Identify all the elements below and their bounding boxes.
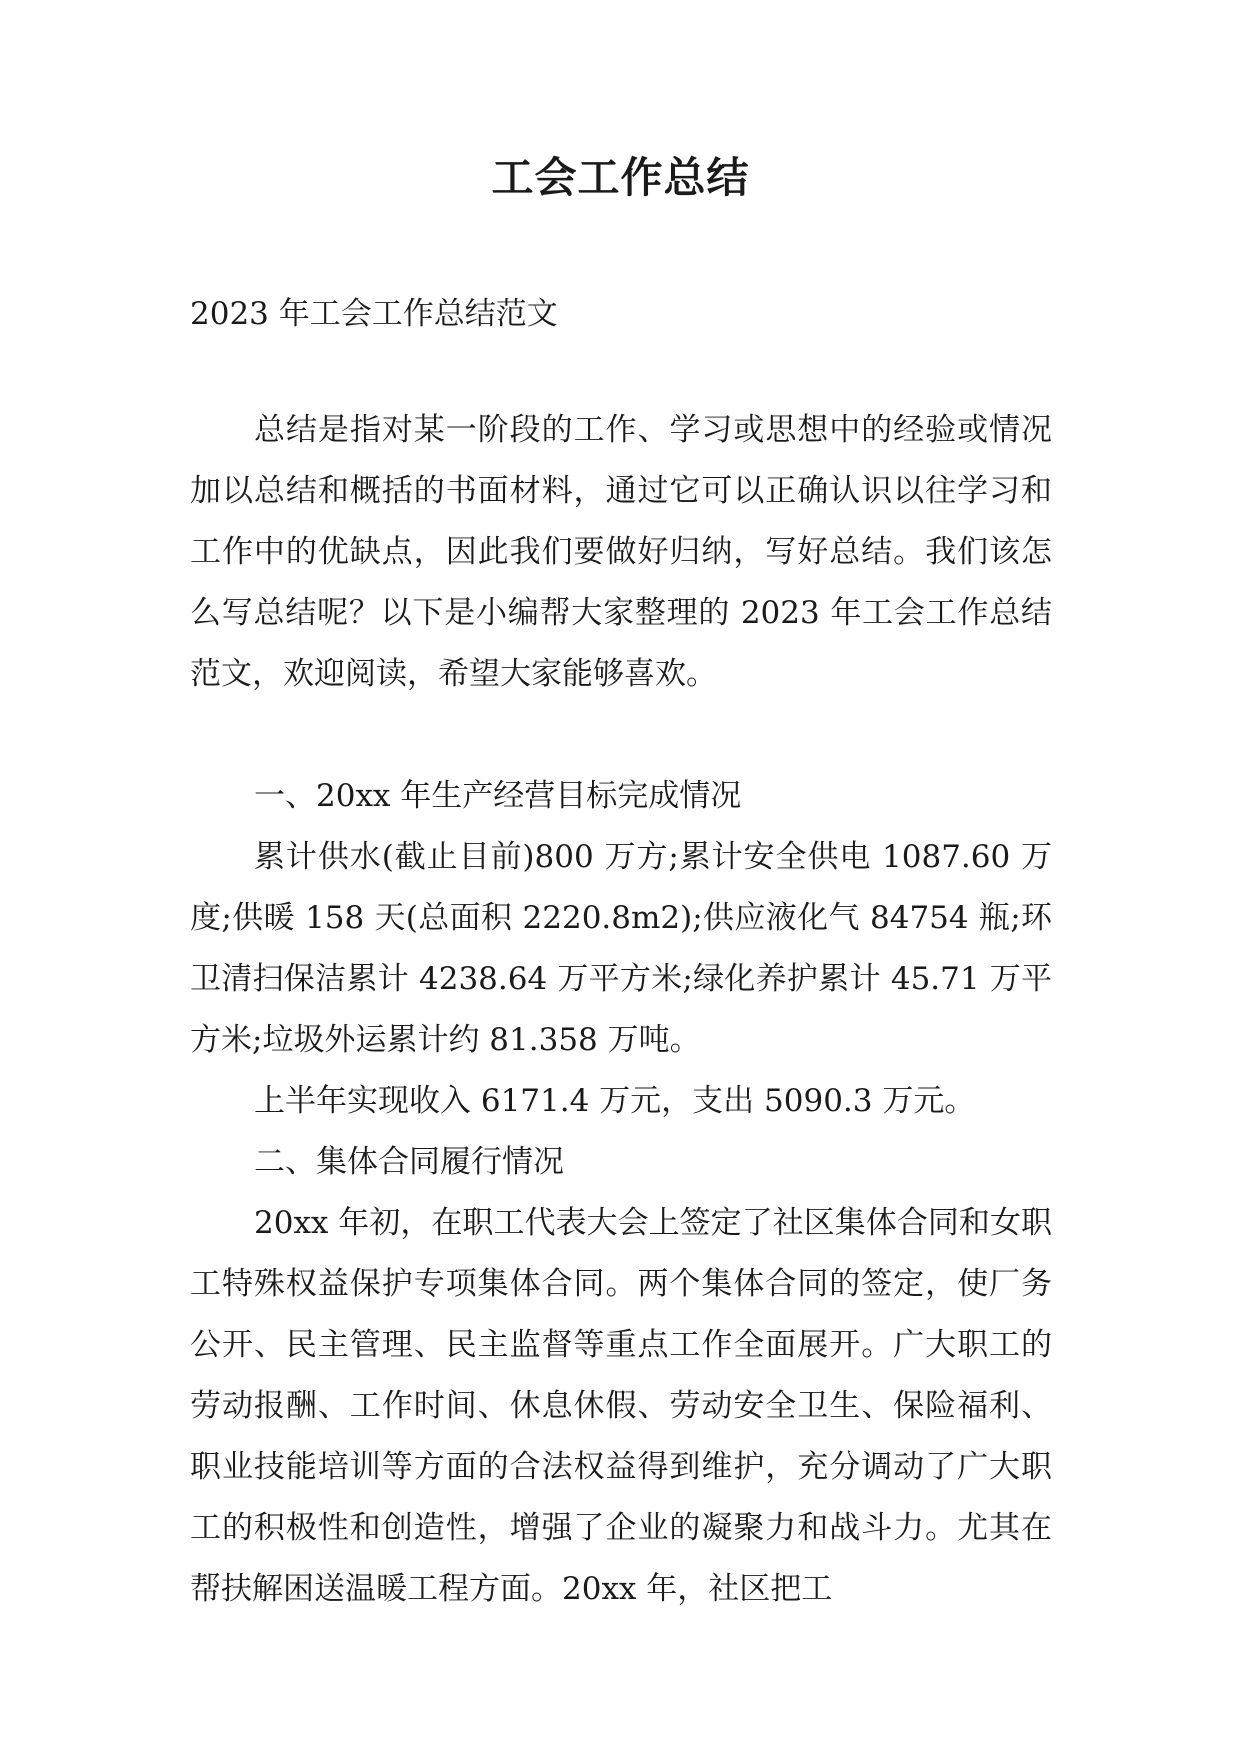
section-heading-1: 一、20xx 年生产经营目标完成情况 bbox=[254, 778, 742, 814]
document-subtitle: 2023 年工会工作总结范文 bbox=[190, 296, 558, 332]
income-paragraph: 上半年实现收入 6171.4 万元，支出 5090.3 万元。 bbox=[254, 1083, 976, 1119]
document-body bbox=[190, 400, 1052, 1620]
document-title: 工会工作总结 bbox=[491, 153, 750, 202]
production-paragraph: 累计供水(截止目前)800 万方;累计安全供电 1087.60 万度;供暖 158 天(总面积 2220.8m2);供应液化气 84754 瓶;环卫清扫保洁累计 4238.64 万平方米;绿化养护累计 45.71 万平方米;垃圾外运累计约 81.358 万吨。 bbox=[190, 839, 1052, 1058]
contract-paragraph: 20xx 年初，在职工代表大会上签定了社区集体合同和女职工特殊权益保护专项集体合同。两个集体合同的签定，使厂务公开、民主管理、民主监督等重点工作全面展开。广大职工的劳动报酬、工作时间、休息休假、劳动安全卫生、保险福利、职业技能培训等方面的合法权益得到维护，充分调动了广大职工的积极性和创造性，增强了企业的凝聚力和战斗力。尤其在帮扶解困送温暖工程方面。20xx 年，社区把工 bbox=[190, 1205, 1052, 1607]
section-heading-2: 二、集体合同履行情况 bbox=[254, 1144, 564, 1180]
intro-paragraph: 总结是指对某一阶段的工作、学习或思想中的经验或情况加以总结和概括的书面材料，通过它可以正确认识以往学习和工作中的优缺点，因此我们要做好归纳，写好总结。我们该怎么写总结呢？以下是小编帮大家整理的 2023 年工会工作总结范文，欢迎阅读，希望大家能够喜欢。 bbox=[190, 412, 1052, 692]
